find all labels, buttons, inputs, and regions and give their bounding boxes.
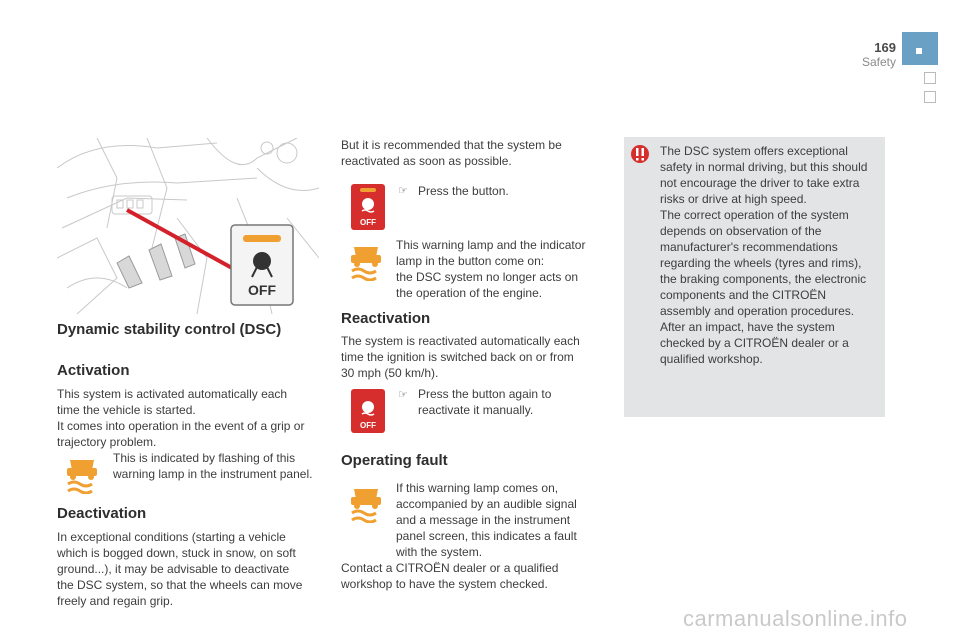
- off-label: OFF: [248, 282, 276, 298]
- tab-marker-icon: [916, 48, 922, 54]
- text-line: the operation of the engine.: [396, 286, 543, 300]
- bullet-arrow-icon: ☞: [398, 185, 408, 197]
- press-button-text: Press the button.: [418, 184, 509, 198]
- text-line: regarding the wheels (tyres and rims),: [660, 256, 862, 270]
- text-line: freely and regain grip.: [57, 594, 174, 608]
- active-section-tab[interactable]: [902, 32, 938, 65]
- reactivation-heading: Reactivation: [341, 310, 431, 327]
- text-line: accompanied by an audible signal: [396, 497, 577, 511]
- text-line: with the system.: [396, 545, 483, 559]
- reactivate-manual-text: [418, 386, 608, 418]
- text-line: risks or drive at high speed.: [660, 192, 807, 206]
- indicator-lamp-text: [396, 237, 606, 301]
- text-line: not encourage the driver to take extra: [660, 176, 860, 190]
- contact-dealer-text: [341, 560, 611, 592]
- text-line: panel screen, this indicates a fault: [396, 529, 577, 543]
- bullet-arrow-icon: ☞: [398, 389, 408, 401]
- text-line: checked by a CITROËN dealer or a: [660, 336, 849, 350]
- off-label: OFF: [360, 421, 376, 430]
- skid-warning-lamp-icon: [62, 452, 102, 494]
- text-line: The correct operation of the system: [660, 208, 849, 222]
- exclamation-warning-icon: [630, 144, 650, 169]
- warning-text: [660, 143, 882, 367]
- page-title: Dynamic stability control (DSC): [57, 321, 282, 338]
- section-tab[interactable]: [924, 91, 936, 103]
- off-label: OFF: [360, 218, 376, 227]
- text-line: Contact a CITROËN dealer or a qualified: [341, 561, 559, 575]
- text-line: The DSC system offers exceptional: [660, 144, 848, 158]
- watermark: carmanualsonline.info: [683, 606, 908, 631]
- text-line: This warning lamp and the indicator: [396, 238, 586, 252]
- text-line: This system is activated automatically each: [57, 387, 288, 401]
- text-line: reactivated as soon as possible.: [341, 154, 512, 168]
- skid-warning-lamp-icon: [346, 481, 386, 523]
- text-line: trajectory problem.: [57, 435, 157, 449]
- text-line: ground...), it may be advisable to deactivate: [57, 562, 290, 576]
- text-line: and a message in the instrument: [396, 513, 571, 527]
- text-line: It comes into operation in the event of a grip or: [57, 419, 305, 433]
- deactivation-text: [57, 529, 327, 609]
- text-line: lamp in the button come on:: [396, 254, 545, 268]
- activation-lamp-text: [113, 450, 328, 482]
- text-line: the DSC system, so that the wheels can move: [57, 578, 303, 592]
- reactivation-advice: [341, 137, 611, 169]
- dsc-off-button-icon[interactable]: [351, 184, 385, 235]
- text-line: Press the button again to: [418, 387, 552, 401]
- text-line: manufacturer's recommendations: [660, 240, 838, 254]
- dashboard-illustration: [57, 138, 319, 314]
- text-line: After an impact, have the system: [660, 320, 835, 334]
- text-line: time the vehicle is started.: [57, 403, 196, 417]
- text-line: safety in normal driving, but this should: [660, 160, 868, 174]
- activation-text: [57, 386, 327, 450]
- text-line: But it is recommended that the system be: [341, 138, 562, 152]
- text-line: workshop to have the system checked.: [341, 577, 548, 591]
- text-line: reactivate it manually.: [418, 403, 534, 417]
- text-line: This is indicated by flashing of this: [113, 451, 296, 465]
- text-line: If this warning lamp comes on,: [396, 481, 559, 495]
- deactivation-heading: Deactivation: [57, 505, 147, 522]
- fault-lamp-text: [396, 480, 606, 560]
- operating-fault-heading: Operating fault: [341, 452, 448, 469]
- section-tab[interactable]: [924, 72, 936, 84]
- text-line: 30 mph (50 km/h).: [341, 366, 439, 380]
- skid-warning-lamp-icon: [346, 239, 386, 281]
- text-line: qualified workshop.: [660, 352, 763, 366]
- text-line: depends on observation of the: [660, 224, 822, 238]
- text-line: components and the CITROËN: [660, 288, 827, 302]
- text-line: time the ignition is switched back on or from: [341, 350, 574, 364]
- text-line: warning lamp in the instrument panel.: [113, 467, 313, 481]
- text-line: which is bogged down, stuck in snow, on soft: [57, 546, 296, 560]
- page-number: 169: [874, 40, 896, 55]
- text-line: the braking components, the electronic: [660, 272, 867, 286]
- text-line: In exceptional conditions (starting a vehicle: [57, 530, 286, 544]
- activation-heading: Activation: [57, 362, 130, 379]
- section-name: Safety: [861, 55, 896, 69]
- dashboard-drawing-icon: [57, 138, 319, 314]
- text-line: The system is reactivated automatically each: [341, 334, 580, 348]
- dsc-off-button-icon[interactable]: [351, 389, 385, 438]
- reactivation-text: [341, 333, 611, 381]
- text-line: assembly and operation procedures.: [660, 304, 855, 318]
- text-line: the DSC system no longer acts on: [396, 270, 579, 284]
